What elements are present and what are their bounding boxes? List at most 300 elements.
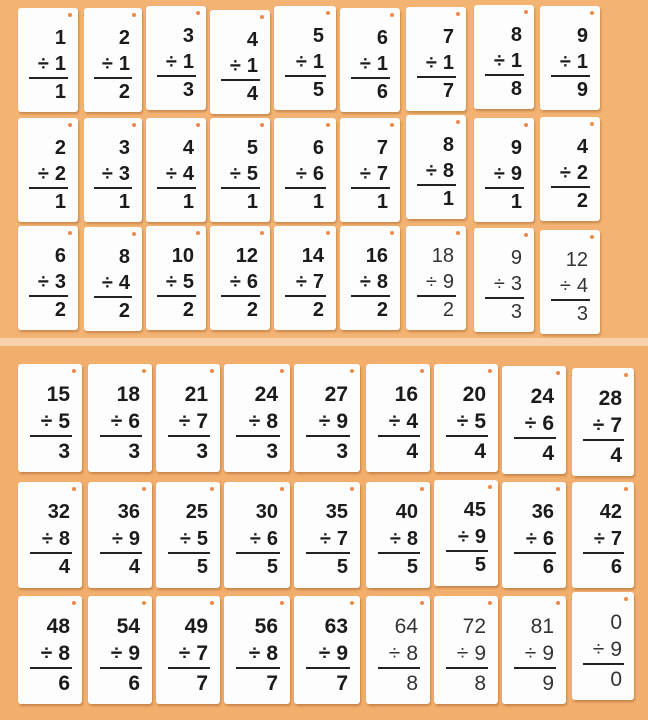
flash-card-4-div-1 [210,10,270,114]
quotient: 2 [576,189,588,212]
quotient: 5 [406,556,418,579]
card-corner-dot [72,487,76,491]
fraction-bar [29,187,68,189]
dividend: 24 [254,383,278,407]
dividend: 35 [325,501,348,524]
card-corner-dot [590,235,594,239]
divisor: 5 [246,162,258,185]
division-sign: ÷ [592,414,605,438]
quotient: 3 [336,439,348,463]
divisor: 8 [406,527,418,550]
division-sign: ÷ [493,162,505,185]
flash-card-3-div-1 [146,6,206,110]
divisor-row [593,638,622,662]
quotient: 1 [312,190,324,213]
dividend: 16 [394,383,418,407]
divisor-row [38,53,66,76]
divisor-row [360,53,388,76]
divisor-row [389,642,418,666]
card-corner-dot [196,231,200,235]
fraction-bar [221,187,260,189]
dividend: 20 [462,383,486,407]
card-corner-dot [488,369,492,373]
dividend: 16 [365,244,388,267]
quotient: 1 [54,80,66,103]
fraction-bar [417,76,456,78]
division-sign: ÷ [165,270,177,293]
card-corner-dot [196,123,200,127]
fraction-bar [417,184,456,186]
card-corner-dot [326,231,330,235]
flash-card-24-div-8 [224,364,290,472]
division-sign: ÷ [388,642,401,666]
flash-card-72-div-9 [434,596,498,704]
divisor-row [166,271,194,294]
card-corner-dot [556,601,560,605]
dividend: 2 [118,26,130,49]
divisor: 6 [128,410,140,434]
card-corner-dot [72,369,76,373]
division-sign: ÷ [110,642,123,666]
card-corner-dot [488,485,492,489]
division-sign: ÷ [295,162,307,185]
flash-card-0-div-9 [572,592,634,700]
card-corner-dot [260,231,264,235]
divisor-row [38,271,66,294]
card-corner-dot [420,487,424,491]
divisor-row [593,414,622,438]
dividend: 7 [376,136,388,159]
dividend: 9 [510,136,522,159]
card-corner-dot [210,601,214,605]
dividend: 18 [116,383,140,407]
divisor: 8 [406,642,418,666]
flash-card-25-div-5 [156,482,220,588]
dividend: 30 [255,501,278,524]
flash-card-12-div-6 [210,226,270,330]
card-corner-dot [280,487,284,491]
division-sign: ÷ [388,410,401,434]
divisor-row [560,51,588,74]
card-corner-dot [142,369,146,373]
dividend: 4 [246,28,258,51]
division-sign: ÷ [111,527,123,550]
divisor: 7 [196,642,208,666]
divisor-row [111,410,140,434]
division-sign: ÷ [295,270,307,293]
divisor: 6 [312,162,324,185]
divisor: 9 [474,525,486,548]
flash-card-24-div-6 [502,366,566,474]
fraction-bar [551,75,590,77]
divisor-row [296,271,324,294]
divisor-row [166,51,194,74]
divisor: 1 [576,50,588,73]
flash-card-8-div-1 [474,5,534,109]
flash-card-56-div-8 [224,596,290,704]
flash-card-40-div-8 [366,482,430,588]
divisor: 4 [406,410,418,434]
flash-card-48-div-8 [18,596,82,704]
dividend: 45 [463,499,486,522]
divisor: 9 [474,642,486,666]
card-corner-dot [624,597,628,601]
quotient: 2 [442,298,454,321]
divisor: 7 [610,414,622,438]
dividend: 36 [531,501,554,524]
fraction-bar [100,435,142,437]
fraction-bar [306,552,350,554]
fraction-bar [351,295,390,297]
quotient: 3 [58,439,70,463]
quotient: 3 [510,300,522,323]
quotient: 4 [406,439,418,463]
dividend: 64 [394,615,418,639]
flash-card-7-div-1 [406,7,466,111]
divisor: 1 [442,51,454,74]
divisor-row [560,275,588,298]
card-corner-dot [68,231,72,235]
flash-card-5-div-1 [274,6,336,110]
card-corner-dot [524,123,528,127]
quotient: 8 [406,671,418,695]
division-sign: ÷ [359,270,371,293]
dividend: 54 [116,615,140,639]
quotient: 3 [128,439,140,463]
division-sign: ÷ [110,410,123,434]
quotient: 4 [610,443,622,467]
flash-card-4-div-2 [540,117,600,221]
quotient: 3 [182,78,194,101]
quotient: 2 [118,80,130,103]
quotient: 6 [542,556,554,579]
dividend: 6 [376,26,388,49]
divisor-row [296,163,324,186]
quotient: 5 [336,556,348,579]
card-corner-dot [142,601,146,605]
flash-card-35-div-7 [294,482,360,588]
divisor: 5 [58,410,70,434]
division-sign: ÷ [101,162,113,185]
card-corner-dot [456,120,460,124]
fraction-bar [30,552,72,554]
division-sign: ÷ [319,527,331,550]
quotient: 0 [610,667,622,691]
fraction-bar [94,77,132,79]
dividend: 0 [610,611,622,635]
fraction-bar [351,187,390,189]
flash-card-63-div-9 [294,596,360,704]
dividend: 10 [171,244,194,267]
divisor: 2 [54,162,66,185]
flash-card-28-div-7 [572,368,634,476]
flash-card-9-div-3 [474,228,534,332]
division-sign: ÷ [524,642,537,666]
flash-card-18-div-9 [406,226,466,330]
dividend: 36 [117,501,140,524]
division-sign: ÷ [40,642,53,666]
card-corner-dot [326,11,330,15]
divisor-row [179,410,208,434]
divisor-row [102,272,130,295]
bottom-photo-panel [0,346,648,720]
flash-card-7-div-7 [340,118,400,222]
divisor-row [41,410,70,434]
flash-card-5-div-5 [210,118,270,222]
quotient: 7 [196,671,208,695]
divisor: 7 [376,162,388,185]
dividend: 9 [510,246,522,269]
divisor: 4 [118,271,130,294]
divisor-row [457,642,486,666]
quotient: 1 [118,190,130,213]
quotient: 2 [54,298,66,321]
dividend: 40 [395,501,418,524]
quotient: 7 [336,671,348,695]
divisor-row [525,642,554,666]
divisor: 7 [312,270,324,293]
quotient: 3 [576,302,588,325]
division-sign: ÷ [457,525,469,548]
division-sign: ÷ [40,410,53,434]
card-corner-dot [132,13,136,17]
card-corner-dot [350,487,354,491]
fraction-bar [378,667,420,669]
fraction-bar [94,296,132,298]
quotient: 7 [442,79,454,102]
fraction-bar [485,74,524,76]
dividend: 28 [598,387,622,411]
quotient: 1 [182,190,194,213]
divisor-row [526,528,554,551]
divisor-row [319,642,348,666]
divisor-row [389,410,418,434]
divisor-row [230,163,258,186]
fraction-bar [306,667,350,669]
divisor: 9 [510,162,522,185]
divisor-row [180,528,208,551]
divisor-row [390,528,418,551]
quotient: 6 [128,671,140,695]
division-sign: ÷ [592,638,605,662]
quotient: 5 [266,556,278,579]
flash-card-20-div-5 [434,364,498,472]
card-corner-dot [556,487,560,491]
divisor-row [494,163,522,186]
quotient: 8 [474,671,486,695]
flash-card-16-div-8 [340,226,400,330]
flash-card-9-div-9 [474,118,534,222]
divisor: 3 [510,272,522,295]
dividend: 72 [462,615,486,639]
card-corner-dot [210,487,214,491]
quotient: 6 [610,556,622,579]
division-sign: ÷ [318,410,331,434]
divisor: 6 [542,412,554,436]
fraction-bar [378,435,420,437]
division-sign: ÷ [101,52,113,75]
quotient: 2 [118,299,130,322]
fraction-bar [583,439,624,441]
card-corner-dot [196,11,200,15]
divisor: 9 [442,270,454,293]
dividend: 12 [565,248,588,271]
divisor: 7 [336,527,348,550]
divisor: 3 [118,162,130,185]
flash-card-9-div-1 [540,6,600,110]
flash-card-16-div-4 [366,364,430,472]
dividend: 6 [312,136,324,159]
card-corner-dot [420,369,424,373]
quotient: 3 [196,439,208,463]
divisor-row [166,163,194,186]
division-sign: ÷ [41,527,53,550]
fraction-bar [514,552,556,554]
divisor-row [230,55,258,78]
divisor: 7 [196,410,208,434]
fraction-bar [485,187,524,189]
quotient: 1 [442,187,454,210]
card-corner-dot [68,13,72,17]
dividend: 4 [182,136,194,159]
fraction-bar [583,663,624,665]
divisor-row [112,528,140,551]
flash-card-21-div-7 [156,364,220,472]
dividend: 6 [54,244,66,267]
divisor: 9 [610,638,622,662]
quotient: 2 [312,298,324,321]
divisor-row [560,162,588,185]
dividend: 15 [46,383,70,407]
divisor: 4 [576,274,588,297]
flash-card-42-div-7 [572,482,634,588]
divisor-row [179,642,208,666]
divisor: 2 [576,161,588,184]
dividend: 81 [530,615,554,639]
division-sign: ÷ [559,274,571,297]
card-corner-dot [350,601,354,605]
card-corner-dot [326,123,330,127]
divisor-row [102,53,130,76]
card-corner-dot [556,371,560,375]
fraction-bar [168,667,210,669]
divisor-row [426,160,454,183]
divisor: 9 [336,410,348,434]
dividend: 24 [530,385,554,409]
division-sign: ÷ [249,527,261,550]
card-corner-dot [624,487,628,491]
division-sign: ÷ [493,272,505,295]
dividend: 42 [599,501,622,524]
division-sign: ÷ [525,527,537,550]
division-sign: ÷ [178,642,191,666]
card-corner-dot [132,232,136,236]
divisor: 1 [376,52,388,75]
flash-card-8-div-8 [406,115,466,219]
fraction-bar [168,552,210,554]
fraction-bar [157,187,196,189]
divisor: 8 [58,527,70,550]
quotient: 9 [576,78,588,101]
division-sign: ÷ [425,270,437,293]
card-corner-dot [132,123,136,127]
divisor-row [320,528,348,551]
dividend: 49 [184,615,208,639]
divisor-row [360,271,388,294]
divisor-row [42,528,70,551]
divisor: 8 [266,410,278,434]
divisor-row [41,642,70,666]
division-sign: ÷ [359,162,371,185]
dividend: 8 [510,23,522,46]
flash-card-6-div-6 [274,118,336,222]
flash-card-12-div-4 [540,230,600,334]
card-corner-dot [72,601,76,605]
fraction-bar [446,667,488,669]
dividend: 27 [324,383,348,407]
divisor-row [296,51,324,74]
card-corner-dot [210,369,214,373]
fraction-bar [157,295,196,297]
quotient: 4 [246,82,258,105]
divisor: 8 [442,159,454,182]
divisor: 3 [54,270,66,293]
divisor: 1 [118,52,130,75]
divisor: 6 [246,270,258,293]
card-corner-dot [590,11,594,15]
flash-card-36-div-6 [502,482,566,588]
card-corner-dot [488,601,492,605]
divisor-row [594,528,622,551]
fraction-bar [94,187,132,189]
divisor: 5 [474,410,486,434]
flash-card-8-div-4 [84,227,142,331]
divisor: 9 [128,527,140,550]
divisor-row [360,163,388,186]
dividend: 8 [118,245,130,268]
divisor: 9 [336,642,348,666]
quotient: 1 [54,190,66,213]
fraction-bar [551,186,590,188]
dividend: 5 [246,136,258,159]
quotient: 2 [182,298,194,321]
division-sign: ÷ [229,270,241,293]
fraction-bar [583,552,624,554]
division-sign: ÷ [37,52,49,75]
division-sign: ÷ [524,412,537,436]
dividend: 9 [576,24,588,47]
quotient: 6 [376,80,388,103]
division-sign: ÷ [425,51,437,74]
card-corner-dot [68,123,72,127]
quotient: 1 [246,190,258,213]
fraction-bar [285,187,326,189]
divisor: 9 [128,642,140,666]
divisor: 1 [54,52,66,75]
quotient: 1 [510,190,522,213]
division-sign: ÷ [318,642,331,666]
dividend: 3 [118,136,130,159]
division-sign: ÷ [229,54,241,77]
dividend: 3 [182,24,194,47]
fraction-bar [30,435,72,437]
card-corner-dot [260,123,264,127]
fraction-bar [285,75,326,77]
division-sign: ÷ [165,162,177,185]
division-sign: ÷ [179,527,191,550]
dividend: 14 [301,244,324,267]
quotient: 8 [510,77,522,100]
